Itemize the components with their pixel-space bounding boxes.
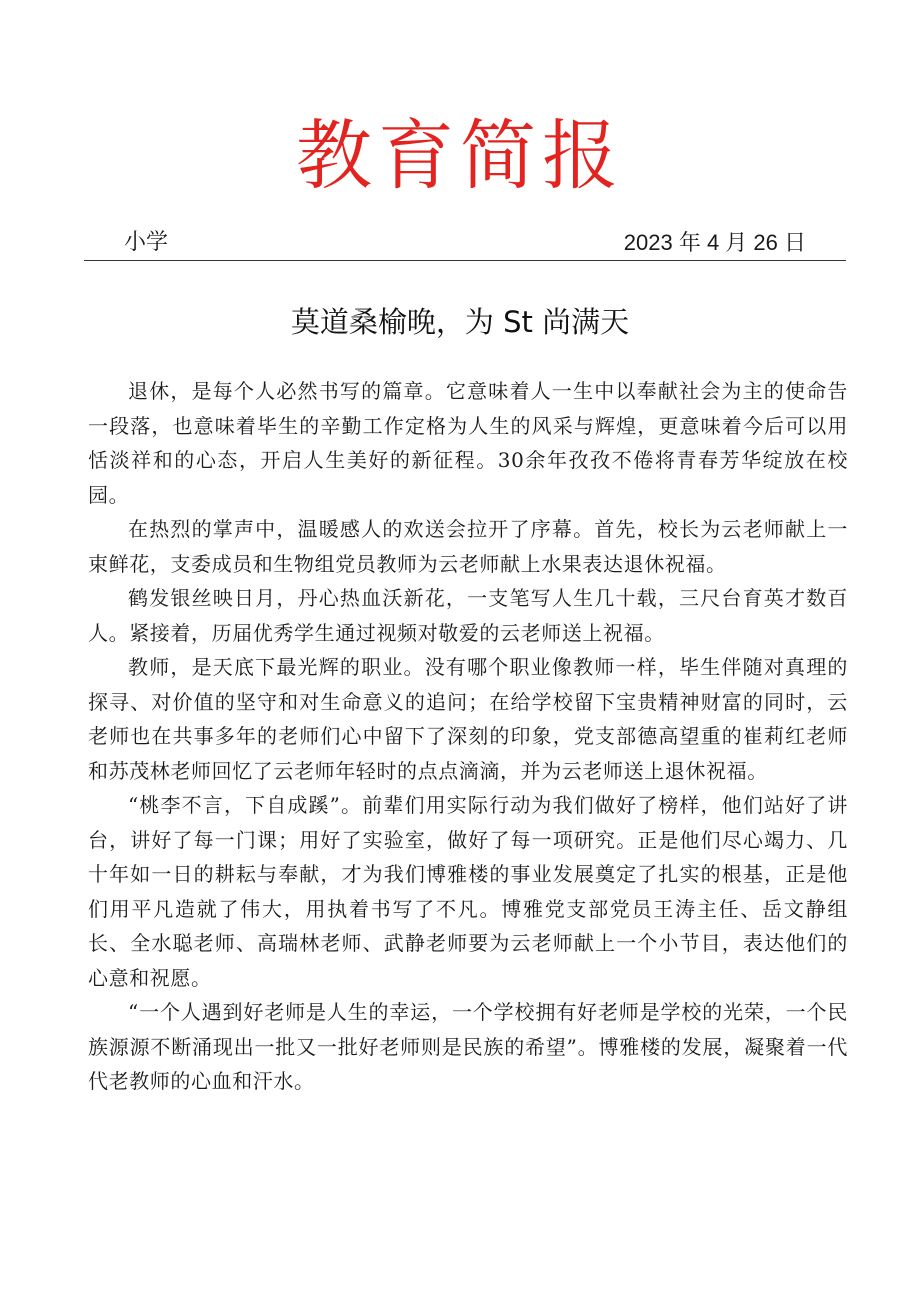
article-paragraph-2: 在热烈的掌声中，温暖感人的欢送会拉开了序幕。首先，校长为云老师献上一束鲜花，支委成员和生物组党员教师为云老师献上水果表达退休祝福。	[88, 517, 848, 576]
article-headline: 莫道桑榆晚，为 St 尚满天	[290, 305, 630, 339]
article-paragraph-3: 鹤发银丝映日月，丹心热血沃新花，一支笔写人生几十载，三尺台育英才数百人。紧接着，历届优秀学生通过视频对敬爱的云老师送上祝福。	[88, 586, 848, 645]
article-paragraph-6: “一个人遇到好老师是人生的幸运，一个学校拥有好老师是学校的光荣，一个民族源源不断涌现出一批又一批好老师则是民族的希望”。博雅楼的发展，凝聚着一代代老教师的心血和汗水。	[88, 1000, 848, 1093]
issue-info-bar	[84, 226, 846, 261]
article-paragraph-4: 教师，是天底下最光辉的职业。没有哪个职业像教师一样，毕生伴随对真理的探寻、对价值的坚守和对生命意义的追问；在给学校留下宝贵精神财富的同时，云老师也在共事多年的老师们心中留下了深刻的印象，党支部德高望重的崔莉红老师和苏茂林老师回忆了云老师年轻时的点点滴滴，并为云老师送上退休祝福。	[88, 655, 848, 783]
newsletter-masthead: 教育简报	[296, 111, 624, 200]
article-body	[88, 374, 848, 1099]
article-paragraph-5: “桃李不言，下自成蹊”。前辈们用实际行动为我们做好了榜样，他们站好了讲台，讲好了每一门课；用好了实验室，做好了每一项研究。正是他们尽心竭力、几十年如一日的耕耘与奉献，才为我们博雅楼的事业发展奠定了扎实的根基，正是他们用平凡造就了伟大，用执着书写了不凡。博雅党支部党员王涛主任、岳文静组长、全水聪老师、高瑞林老师、武静老师要为云老师献上一个小节目，表达他们的心意和祝愿。	[88, 793, 848, 990]
school-name: 小学	[124, 230, 169, 255]
issue-date: 2023 年 4 月 26 日	[623, 230, 806, 255]
article-paragraph-1: 退休，是每个人必然书写的篇章。它意味着人一生中以奉献社会为主的使命告一段落，也意味着毕生的辛勤工作定格为人生的风采与辉煌，更意味着今后可以用恬淡祥和的心态，开启人生美好的新征程。30余年孜孜不倦将青春芳华绽放在校园。	[88, 379, 848, 507]
